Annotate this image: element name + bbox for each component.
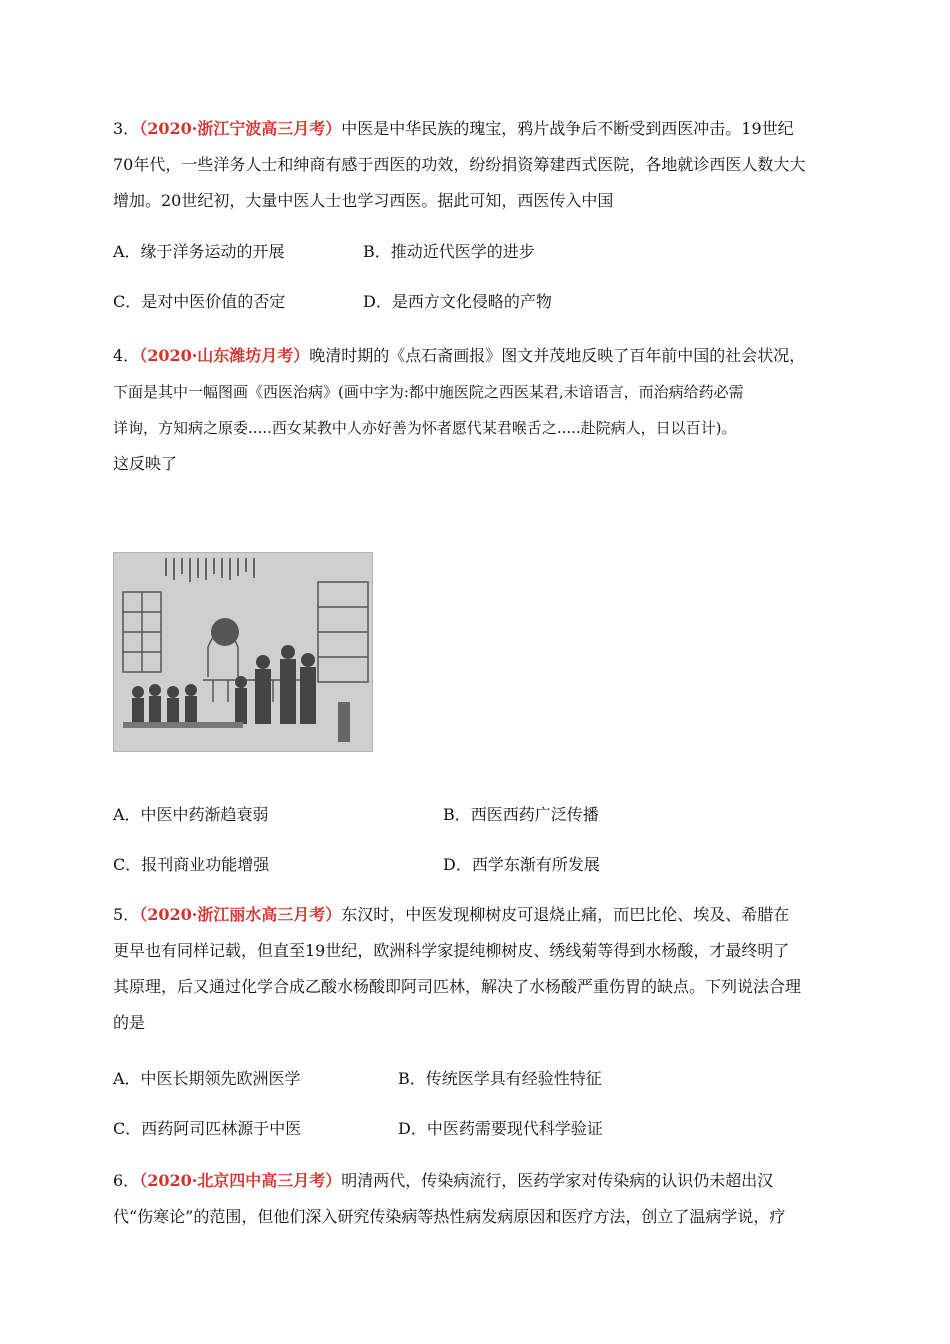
question-number: 4． bbox=[113, 346, 140, 365]
question-6-line-1 bbox=[113, 1163, 843, 1199]
question-source: （2020·浙江宁波高三月考） bbox=[139, 119, 342, 138]
question-5-line-3: 其原理，后又通过化学合成乙酸水杨酸即阿司匹林，解决了水杨酸严重伤胃的缺点。下列说法合理 bbox=[113, 977, 802, 996]
question-5-options bbox=[113, 1061, 843, 1147]
option-c: C．西药阿司匹林源于中医 bbox=[113, 1119, 302, 1138]
question-source: （2020·山东潍坊月考） bbox=[139, 346, 310, 365]
option-a: A．缘于洋务运动的开展 bbox=[113, 242, 285, 261]
option-a: A．中医中药渐趋衰弱 bbox=[113, 805, 269, 824]
option-c: C．报刊商业功能增强 bbox=[113, 855, 270, 874]
question-4-line-2: 下面是其中一幅图画《西医治病》(画中字为:都中施医院之西医某君,未谙语言，而治病给药必需 bbox=[113, 383, 744, 401]
illustration-western-medicine bbox=[113, 552, 373, 752]
question-3-line-1 bbox=[113, 111, 843, 147]
question-6 bbox=[113, 1163, 843, 1235]
question-4-line-3: 详询，方知病之原委.....西女某教中人亦好善为怀者愿代某君喉舌之.....赴院病人，日以百计)。 bbox=[113, 419, 737, 437]
question-text: 晚清时期的《点石斋画报》图文并茂地反映了百年前中国的社会状况， bbox=[309, 346, 806, 365]
question-5-line-2: 更早也有同样记载，但直至19世纪，欧洲科学家提纯柳树皮、绣线菊等得到水杨酸，才最终明了 bbox=[113, 941, 790, 960]
question-text: 明清两代，传染病流行，医药学家对传染病的认识仍未超出汉 bbox=[341, 1171, 774, 1190]
option-b: B．传统医学具有经验性特征 bbox=[398, 1069, 602, 1088]
question-5-line-1 bbox=[113, 897, 843, 933]
question-source: （2020·浙江丽水高三月考） bbox=[139, 905, 342, 924]
question-4-options bbox=[113, 797, 843, 883]
question-5-line-4: 的是 bbox=[113, 1013, 146, 1032]
option-b: B．推动近代医学的进步 bbox=[363, 242, 535, 261]
question-3-line-2: 70年代，一些洋务人士和绅商有感于西医的功效，纷纷捐资筹建西式医院，各地就诊西医人数大大 bbox=[113, 155, 806, 174]
option-c: C．是对中医价值的否定 bbox=[113, 292, 286, 311]
option-d: D．西学东渐有所发展 bbox=[443, 855, 600, 874]
option-d: D．中医药需要现代科学验证 bbox=[398, 1119, 603, 1138]
question-3-line-3: 增加。20世纪初，大量中医人士也学习西医。据此可知，西医传入中国 bbox=[113, 191, 614, 210]
option-d: D．是西方文化侵略的产物 bbox=[363, 292, 552, 311]
question-number: 3． bbox=[113, 119, 140, 138]
question-text: 中医是中华民族的瑰宝，鸦片战争后不断受到西医冲击。19世纪 bbox=[341, 119, 794, 138]
option-a: A．中医长期领先欧洲医学 bbox=[113, 1069, 301, 1088]
question-text: 东汉时，中医发现柳树皮可退烧止痛，而巴比伦、埃及、希腊在 bbox=[341, 905, 790, 924]
question-6-line-2: 代“伤寒论”的范围，但他们深入研究传染病等热性病发病原因和医疗方法，创立了温病学说，疗 bbox=[113, 1207, 786, 1226]
question-3-options bbox=[113, 234, 843, 320]
question-4-line-1 bbox=[113, 338, 843, 374]
question-source: （2020·北京四中高三月考） bbox=[139, 1171, 342, 1190]
question-4 bbox=[113, 338, 843, 482]
question-5 bbox=[113, 897, 843, 1041]
question-3 bbox=[113, 111, 843, 219]
question-number: 6． bbox=[113, 1171, 140, 1190]
option-b: B．西医西药广泛传播 bbox=[443, 805, 599, 824]
question-4-line-4: 这反映了 bbox=[113, 454, 178, 473]
question-number: 5． bbox=[113, 905, 140, 924]
